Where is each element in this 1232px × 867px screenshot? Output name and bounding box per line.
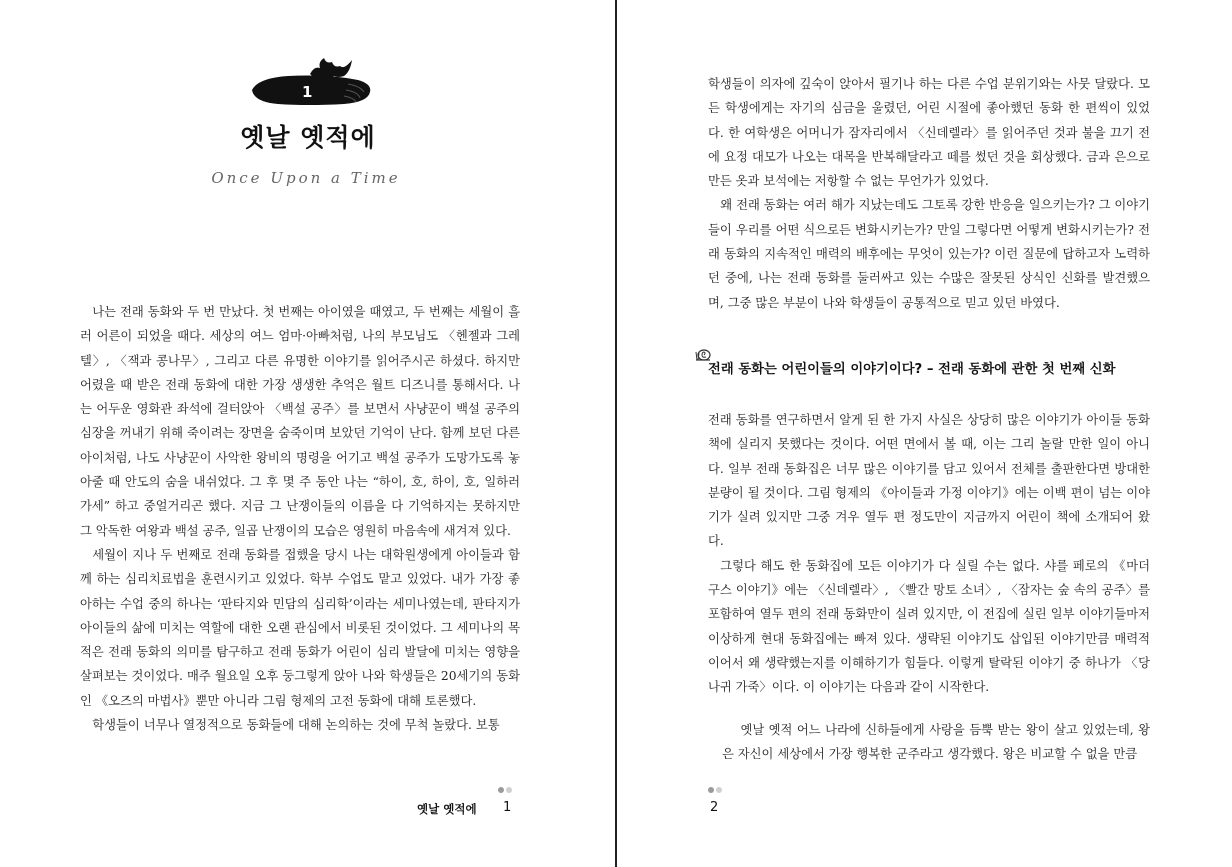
- chapter-number: 1: [302, 83, 313, 101]
- right-page-body-bottom: [708, 408, 1150, 700]
- quote-text: 옛날 옛적 어느 나라에 신하들에게 사랑을 듬뿍 받는 왕이 살고 있었는데, 왕은 자신이 세상에서 가장 행복한 군주라고 생각했다. 왕은 비교할 수 없을 만큼: [722, 723, 1150, 762]
- chapter-title: 옛날 옛적에: [240, 123, 376, 152]
- page-number: 2: [710, 800, 719, 815]
- page-number: 1: [503, 800, 512, 815]
- book-spine-divider: [615, 0, 617, 867]
- block-quote: [722, 718, 1150, 767]
- left-page-body: [80, 300, 520, 737]
- paragraph: 학생들이 너무나 열정적으로 동화들에 대해 논의하는 것에 무척 놀랐다. 보통: [92, 718, 500, 733]
- section-heading: 전래 동화는 어린이들의 이야기이다? – 전래 동화에 관한 첫 번째 신화: [708, 362, 1116, 377]
- paragraph: 세월이 지나 두 번째로 전래 동화를 접했을 당시 나는 대학원생에게 아이들과 함께 하는 심리치료법을 훈련시키고 있었다. 학부 수업도 맡고 있었다. 내가 가장 좋아하는 수업 중의 하나는 ‘판타지와 민담의 심리학’이라는 세미나였는데, 판타지가 아이들의 삶에 미치는 역할에 대한 오랜 관심에서 비롯된 것이었다. 그 세미나의 목적은 전래 동화의 의미를 탐구하고 전래 동화가 어린이 심리 발달에 미치는 영향을 살펴보는 것이었다. 매주 월요일 오후 둥그렇게 앉아 나와 학생들은 20세기의 동화인 《오즈의 마법사》뿐만 아니라 그림 형제의 고전 동화에 대해 토론했다.: [80, 547, 520, 708]
- running-head: 옛날 옛적에: [417, 802, 477, 816]
- paragraph: 나는 전래 동화와 두 번 만났다. 첫 번째는 아이였을 때였고, 두 번째는 세월이 흘러 어른이 되었을 때다. 세상의 여느 엄마·아빠처럼, 나의 부모님도 〈헨젤과 그레텔〉, 〈잭과 콩나무〉, 그리고 다른 유명한 이야기를 읽어주시곤 하셨다. 하지만 어렸을 때 받은 전래 동화에 대한 가장 생생한 추억은 월트 디즈니를 통해서다. 나는 어두운 영화관 좌석에 걸터앉아 〈백설 공주〉를 보면서 사냥꾼이 백설 공주의 심장을 꺼내기 위해 죽이려는 장면을 숨죽이며 보았던 기억이 난다. 함께 보던 다른 아이처럼, 나도 사냥꾼이 사악한 왕비의 명령을 어기고 백설 공주가 도망가도록 놓아줄 때 안도의 숨을 내쉬었다. 그 후 몇 주 동안 나는 “하이, 호, 하이, 호, 일하러 가세” 하고 중얼거리곤 했다. 지금 그 난쟁이들의 이름을 다 기억하지는 못하지만 그 악독한 여왕과 백설 공주, 일곱 난쟁이의 모습은 영원히 마음속에 새겨져 있다.: [80, 305, 520, 538]
- chapter-subtitle: Once Upon a Time: [211, 169, 401, 187]
- chapter-number-emblem: [248, 56, 378, 108]
- page-dots-icon: [708, 787, 724, 793]
- paragraph: 학생들이 의자에 깊숙이 앉아서 필기나 하는 다른 수업 분위기와는 사뭇 달랐다. 모든 학생에게는 자기의 심금을 울렸던, 어린 시절에 좋아했던 동화 한 편씩이 있었다. 한 여학생은 어머니가 잠자리에서 〈신데렐라〉를 읽어주던 것과 불을 끄기 전에 요정 대모가 나오는 대목을 반복해달라고 떼를 썼던 것을 회상했다. 금과 은으로 만든 옷과 보석에는 저항할 수 없는 무언가가 있었다.: [708, 77, 1150, 189]
- paragraph: 왜 전래 동화는 여러 해가 지났는데도 그토록 강한 반응을 일으키는가? 그 이야기들이 우리를 어떤 식으로든 변화시키는가? 만일 그렇다면 어떻게 변화시키는가? 전래 동화의 지속적인 매력의 배후에는 무엇이 있는가? 이런 질문에 답하고자 노력하던 중에, 나는 전래 동화를 둘러싸고 있는 수많은 잘못된 상식인 신화를 발견했으며, 그중 많은 부분이 나와 학생들이 공통적으로 믿고 있던 바였다.: [708, 198, 1151, 310]
- page-dots-icon: [498, 787, 514, 793]
- right-page-body-top: [708, 72, 1150, 315]
- paragraph: 그렇다 해도 한 동화집에 모든 이야기가 다 실릴 수는 없다. 샤를 페로의 《마더 구스 이야기》에는 〈신데렐라〉, 〈빨간 망토 소녀〉, 〈잠자는 숲 속의 공주〉를 포함하여 열두 편의 전래 동화만이 실려 있지만, 이 전집에 실린 일부 이야기들마저 이상하게 현대 동화집에는 빠져 있다. 생략된 이야기도 삽입된 이야기만큼 매력적이어서 왜 생략했는지를 이해하기가 힘들다. 이렇게 탈락된 이야기 중 하나가 〈당나귀 가죽〉이다. 이 이야기는 다음과 같이 시작한다.: [708, 558, 1150, 695]
- paragraph: 전래 동화를 연구하면서 알게 된 한 가지 사실은 상당히 많은 이야기가 아이들 동화책에 실리지 못했다는 것이다. 어떤 면에서 볼 때, 이는 그리 놀랄 만한 일이 아니다. 일부 전래 동화집은 너무 많은 이야기를 담고 있어서 전체를 출판한다면 방대한 분량이 될 것이다. 그림 형제의 《아이들과 가정 이야기》에는 이백 편이 넘는 이야기가 실려 있지만 그중 겨우 열두 편 정도만이 지금까지 어린이 책에 소개되어 왔다.: [708, 413, 1150, 549]
